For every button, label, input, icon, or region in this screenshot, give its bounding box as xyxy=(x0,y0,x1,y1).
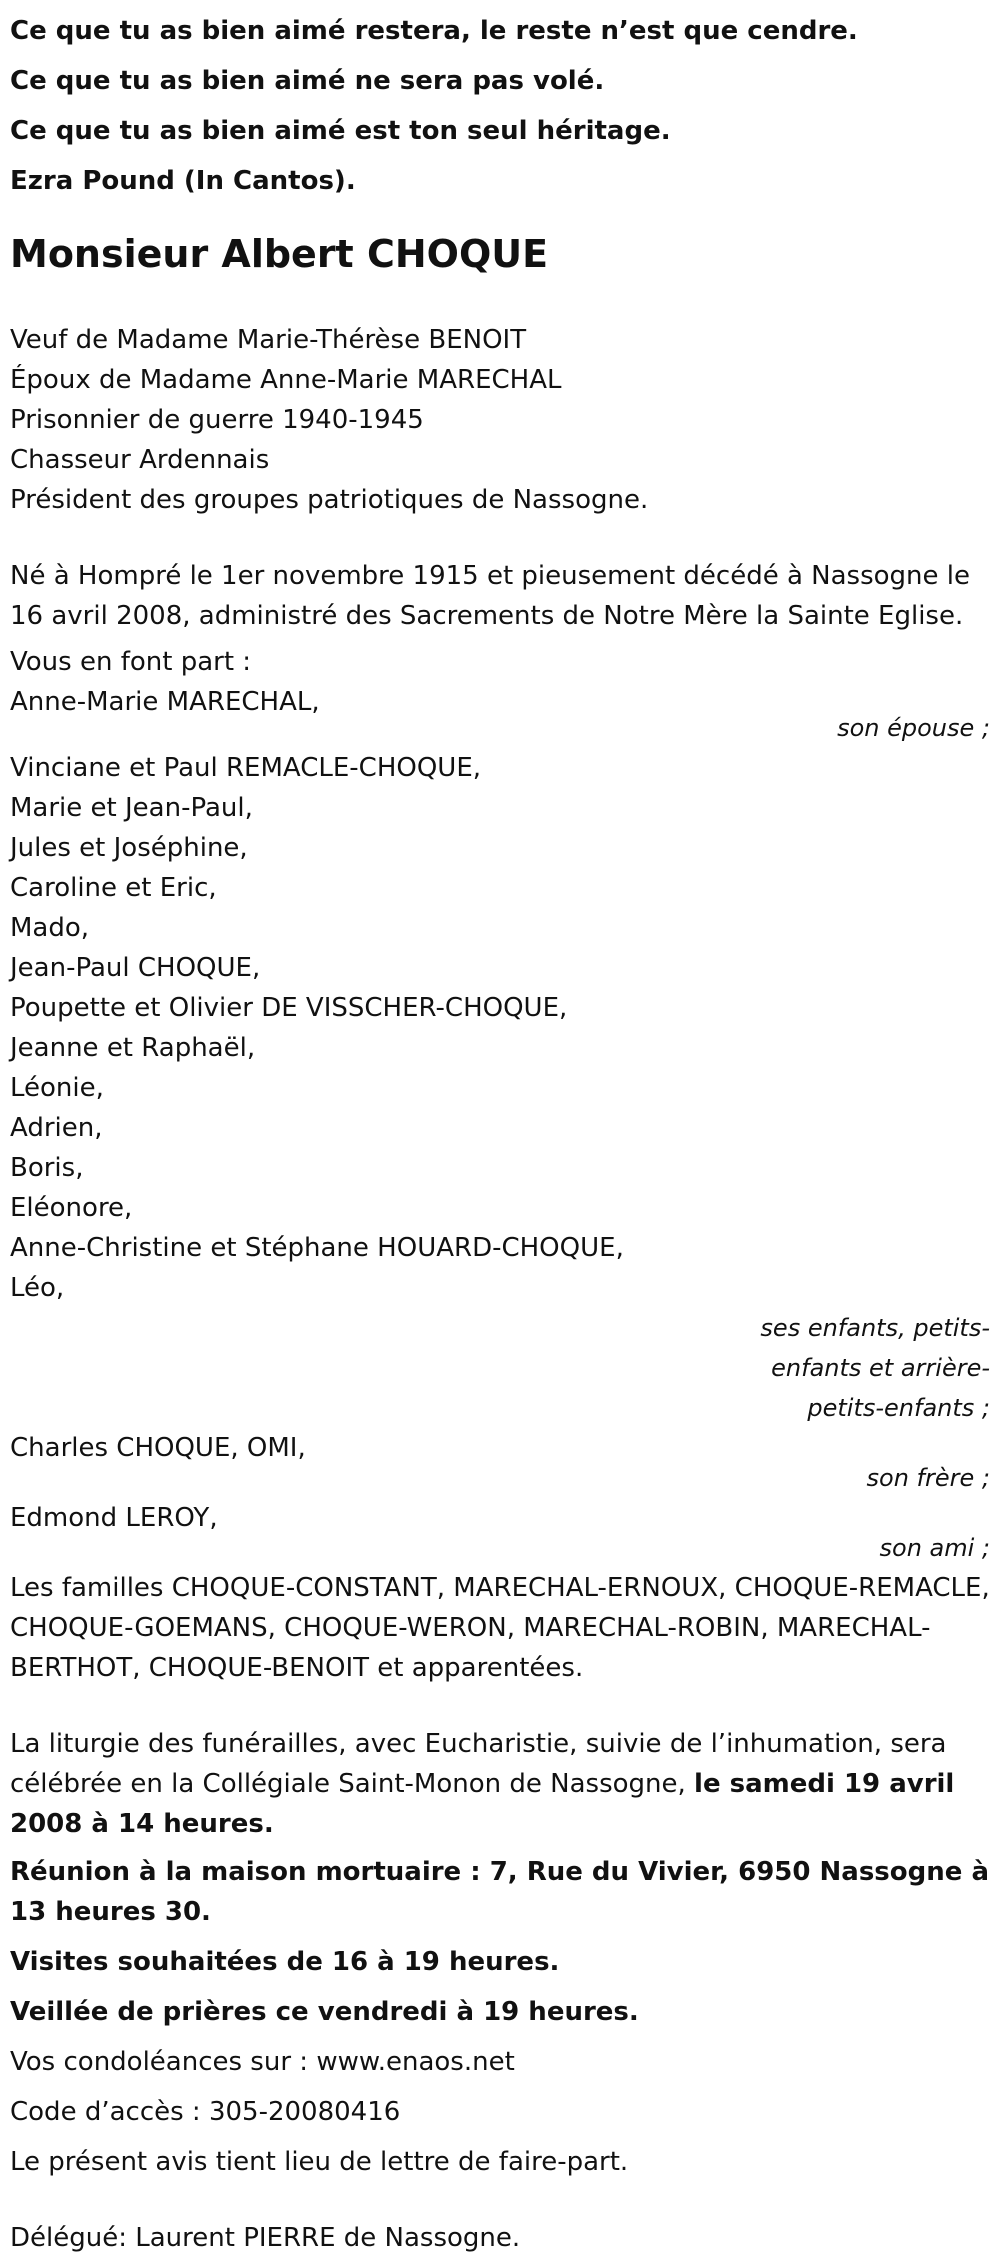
quote-line-3: Ce que tu as bien aimé est ton seul héritage. xyxy=(10,116,671,146)
list-item: Léonie, xyxy=(10,1073,104,1103)
quote-line-1: Ce que tu as bien aimé restera, le reste n’est que cendre. xyxy=(10,16,858,46)
title-line: Époux de Madame Anne-Marie MARECHAL xyxy=(10,365,562,395)
children-role-line: ses enfants, petits- xyxy=(760,1314,990,1342)
children-role-line: enfants et arrière- xyxy=(771,1354,990,1382)
list-item: Adrien, xyxy=(10,1113,103,1143)
list-item: Vinciane et Paul REMACLE-CHOQUE, xyxy=(10,753,482,783)
access-code-text: Code d’accès : 305-20080416 xyxy=(10,2097,401,2127)
title-line: Chasseur Ardennais xyxy=(10,445,270,475)
birth-death-text: Né à Hompré le 1er novembre 1915 et pieusement décédé à Nassogne le 16 avril 2008, administré des Sacrements de Notre Mère la Sainte Eglise. xyxy=(10,561,971,631)
condolences-text: Vos condoléances sur : www.enaos.net xyxy=(10,2047,515,2077)
list-item: Marie et Jean-Paul, xyxy=(10,793,253,823)
obituary-page xyxy=(0,6,1000,2262)
title-line: Veuf de Madame Marie-Thérèse BENOIT xyxy=(10,325,527,355)
friend-role: son ami ; xyxy=(879,1534,990,1562)
quote-author: Ezra Pound (In Cantos). xyxy=(10,166,356,196)
liturgy-paragraph xyxy=(10,1724,990,1844)
liturgy-text: La liturgie des funérailles, avec Eucharistie, suivie de l’inhumation, sera célébrée en la Collégiale Saint-Monon de Nassogne, xyxy=(10,1729,947,1799)
announce-text: Vous en font part : xyxy=(10,647,252,677)
vigil-text: Veillée de prières ce vendredi à 19 heures. xyxy=(10,1997,639,2027)
reunion-text: Réunion à la maison mortuaire : 7, Rue du Vivier, 6950 Nassogne à 13 heures 30. xyxy=(10,1857,989,1927)
list-item: Poupette et Olivier DE VISSCHER-CHOQUE, xyxy=(10,993,568,1023)
list-item: Léo, xyxy=(10,1273,65,1303)
children-list xyxy=(10,748,990,1308)
birth-death-paragraph xyxy=(10,556,990,636)
title-line: Prisonnier de guerre 1940-1945 xyxy=(10,405,424,435)
list-item: Anne-Christine et Stéphane HOUARD-CHOQUE, xyxy=(10,1233,624,1263)
children-role-line: petits-enfants ; xyxy=(807,1394,990,1422)
visits-text: Visites souhaitées de 16 à 19 heures. xyxy=(10,1947,560,1977)
titles-list xyxy=(10,320,990,520)
liturgy-date: le samedi 19 avril 2008 à 14 heures. xyxy=(10,1769,955,1839)
list-item: Jeanne et Raphaël, xyxy=(10,1033,256,1063)
list-item: Boris, xyxy=(10,1153,84,1183)
spouse-name: Anne-Marie MARECHAL, xyxy=(10,687,320,717)
families-text: Les familles CHOQUE-CONSTANT, MARECHAL-ERNOUX, CHOQUE-REMACLE, CHOQUE-GOEMANS, CHOQUE-WERON, MARECHAL-ROBIN, MARECHAL-BERTHOT, CHOQUE-BENOIT et apparentées. xyxy=(10,1573,990,1683)
notice-text: Le présent avis tient lieu de lettre de faire-part. xyxy=(10,2147,629,2177)
friend-name: Edmond LEROY, xyxy=(10,1503,218,1533)
quote-line-2: Ce que tu as bien aimé ne sera pas volé. xyxy=(10,66,605,96)
list-item: Jules et Joséphine, xyxy=(10,833,248,863)
list-item: Jean-Paul CHOQUE, xyxy=(10,953,261,983)
deceased-name: Monsieur Albert CHOQUE xyxy=(10,232,549,276)
title-line: Président des groupes patriotiques de Nassogne. xyxy=(10,485,649,515)
children-role xyxy=(720,1308,990,1428)
list-item: Eléonore, xyxy=(10,1193,133,1223)
opening-quote xyxy=(10,6,990,206)
list-item: Caroline et Eric, xyxy=(10,873,217,903)
brother-name: Charles CHOQUE, OMI, xyxy=(10,1433,306,1463)
delegate-text: Délégué: Laurent PIERRE de Nassogne. xyxy=(10,2223,521,2253)
spouse-role: son épouse ; xyxy=(837,714,990,742)
brother-role: son frère ; xyxy=(866,1464,990,1492)
list-item: Mado, xyxy=(10,913,90,943)
